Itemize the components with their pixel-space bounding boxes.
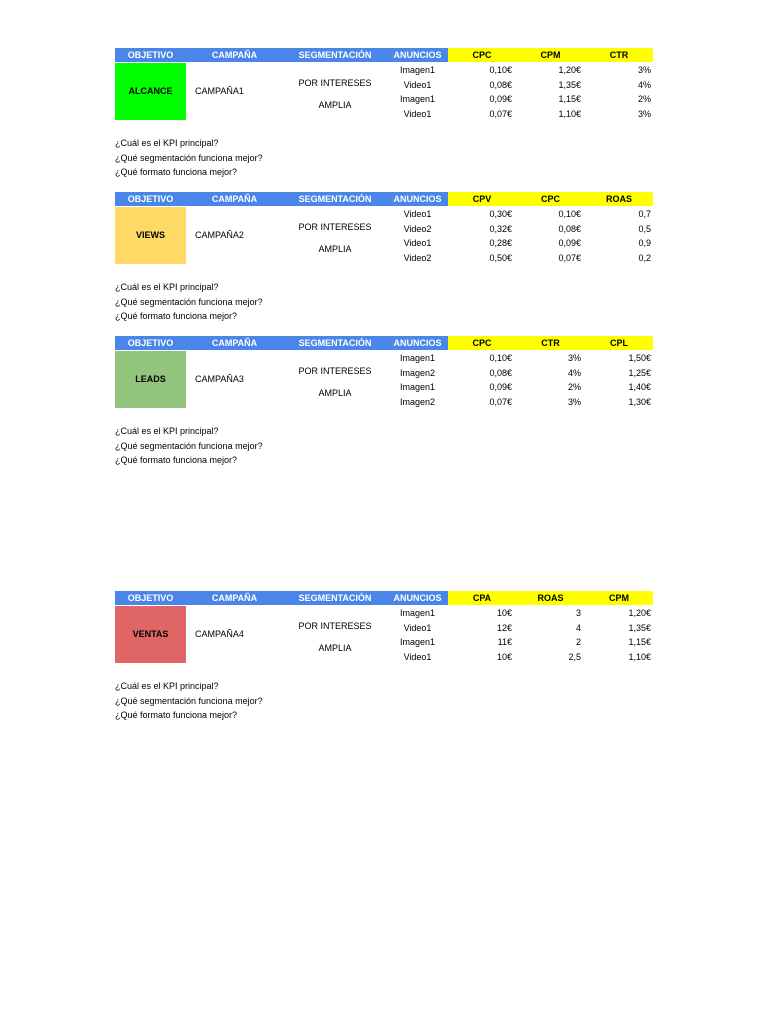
segmentation-intereses: POR INTERESES xyxy=(298,78,372,88)
table-header xyxy=(115,48,653,62)
header-objetivo: OBJETIVO xyxy=(115,591,186,605)
header-segmentacion: SEGMENTACIÓN xyxy=(283,192,387,206)
table-header xyxy=(115,192,653,206)
metric-value: 0,09€ xyxy=(558,238,581,248)
objective-cell: VIEWS xyxy=(115,207,186,264)
segmentation-amplia: AMPLIA xyxy=(318,388,352,398)
question: ¿Qué formato funciona mejor? xyxy=(115,710,238,720)
metric-value: 0,10€ xyxy=(489,65,512,75)
header-metric-1: CPV xyxy=(448,192,516,206)
objective-cell: VENTAS xyxy=(115,606,186,663)
table-row xyxy=(115,353,653,368)
question: ¿Qué segmentación funciona mejor? xyxy=(115,440,263,451)
table-row xyxy=(115,94,653,109)
metric-value: 0,09€ xyxy=(489,382,512,392)
metric-value: 2 xyxy=(575,637,581,647)
table-row xyxy=(115,109,653,124)
metric-value: 0,07€ xyxy=(489,396,512,407)
question: ¿Qué segmentación funciona mejor? xyxy=(115,296,263,307)
metric-value: 4% xyxy=(637,79,651,90)
ad-name: Imagen1 xyxy=(399,94,436,104)
ad-name: Video2 xyxy=(403,223,432,234)
header-anuncios: ANUNCIOS xyxy=(387,192,448,206)
metric-value: 0,2 xyxy=(638,252,651,263)
table-row xyxy=(115,209,653,224)
ad-name: Imagen2 xyxy=(399,396,436,407)
table-header xyxy=(115,591,653,605)
metric-value: 2% xyxy=(637,94,651,104)
ad-name: Video1 xyxy=(403,209,432,219)
metric-value: 0,9 xyxy=(638,238,651,248)
header-metric-2: CTR xyxy=(516,336,585,350)
header-segmentacion: SEGMENTACIÓN xyxy=(283,48,387,62)
header-objetivo: OBJETIVO xyxy=(115,192,186,206)
metric-value: 0,08€ xyxy=(489,367,512,378)
segmentation-amplia: AMPLIA xyxy=(318,244,352,254)
header-campana: CAMPAÑA xyxy=(186,591,283,605)
table-row xyxy=(115,65,653,80)
ad-name: Video1 xyxy=(403,79,432,90)
header-campana: CAMPAÑA xyxy=(186,336,283,350)
header-metric-3: CTR xyxy=(585,48,653,62)
table-row xyxy=(115,238,653,253)
header-campana: CAMPAÑA xyxy=(186,192,283,206)
metric-value: 10€ xyxy=(496,651,512,662)
question: ¿Qué segmentación funciona mejor? xyxy=(115,152,263,163)
metric-value: 0,08€ xyxy=(489,79,512,90)
ad-name: Imagen1 xyxy=(399,382,436,392)
table-row xyxy=(115,80,653,95)
campaign-name: CAMPAÑA2 xyxy=(195,230,244,240)
header-campana: CAMPAÑA xyxy=(186,48,283,62)
metric-value: 1,10€ xyxy=(558,108,581,119)
objective-cell: ALCANCE xyxy=(115,63,186,120)
segmentation-intereses: POR INTERESES xyxy=(298,222,372,232)
header-metric-1: CPA xyxy=(448,591,516,605)
table-row xyxy=(115,608,653,623)
segmentation-intereses: POR INTERESES xyxy=(298,366,372,376)
header-metric-2: CPC xyxy=(516,192,585,206)
metric-value: 12€ xyxy=(496,622,512,633)
header-metric-3: ROAS xyxy=(585,192,653,206)
metric-value: 0,07€ xyxy=(489,108,512,119)
question: ¿Qué formato funciona mejor? xyxy=(115,311,238,321)
header-metric-2: ROAS xyxy=(516,591,585,605)
ad-name: Video1 xyxy=(403,622,432,633)
header-anuncios: ANUNCIOS xyxy=(387,336,448,350)
table-header xyxy=(115,336,653,350)
metric-value: 0,10€ xyxy=(558,209,581,219)
metric-value: 2% xyxy=(567,382,581,392)
question: ¿Cuál es el KPI principal? xyxy=(115,426,219,436)
header-objetivo: OBJETIVO xyxy=(115,48,186,62)
ad-name: Imagen1 xyxy=(399,353,436,363)
table-row xyxy=(115,637,653,652)
header-segmentacion: SEGMENTACIÓN xyxy=(283,336,387,350)
header-anuncios: ANUNCIOS xyxy=(387,48,448,62)
metric-value: 3% xyxy=(637,65,651,75)
metric-value: 1,20€ xyxy=(628,608,651,618)
campaign-name: CAMPAÑA4 xyxy=(195,629,244,639)
metric-value: 1,50€ xyxy=(628,353,651,363)
ad-name: Imagen1 xyxy=(399,637,436,647)
metric-value: 0,07€ xyxy=(558,252,581,263)
metric-value: 11€ xyxy=(497,637,512,647)
campaign-name: CAMPAÑA3 xyxy=(195,374,244,384)
question: ¿Cuál es el KPI principal? xyxy=(115,138,219,148)
metric-value: 3% xyxy=(637,108,651,119)
question: ¿Qué formato funciona mejor? xyxy=(115,455,238,465)
table-row xyxy=(115,253,653,268)
metric-value: 1,35€ xyxy=(628,622,651,633)
metric-value: 1,20€ xyxy=(558,65,581,75)
ad-name: Video2 xyxy=(403,252,432,263)
table-row xyxy=(115,623,653,638)
metric-value: 1,15€ xyxy=(558,94,581,104)
metric-value: 0,09€ xyxy=(489,94,512,104)
segmentation-amplia: AMPLIA xyxy=(318,643,352,653)
ad-name: Imagen2 xyxy=(399,367,436,378)
table-row xyxy=(115,368,653,383)
metric-value: 1,30€ xyxy=(628,396,651,407)
header-metric-3: CPM xyxy=(585,591,653,605)
ad-name: Imagen1 xyxy=(399,608,436,618)
metric-value: 3% xyxy=(567,353,581,363)
metric-value: 1,10€ xyxy=(628,651,651,662)
question: ¿Cuál es el KPI principal? xyxy=(115,681,219,691)
metric-value: 3 xyxy=(575,608,581,618)
metric-value: 2,5 xyxy=(568,651,581,662)
metric-value: 0,08€ xyxy=(558,223,581,234)
question: ¿Qué formato funciona mejor? xyxy=(115,167,238,177)
metric-value: 0,5 xyxy=(638,223,651,234)
metric-value: 10€ xyxy=(496,608,512,618)
metric-value: 0,32€ xyxy=(489,223,512,234)
ad-name: Video1 xyxy=(403,108,432,119)
table-row xyxy=(115,382,653,397)
table-row xyxy=(115,397,653,412)
ad-name: Video1 xyxy=(403,651,432,662)
metric-value: 0,10€ xyxy=(489,353,512,363)
header-metric-1: CPC xyxy=(448,48,516,62)
metric-value: 1,15€ xyxy=(628,637,651,647)
metric-value: 0,7 xyxy=(638,209,651,219)
segmentation-intereses: POR INTERESES xyxy=(298,621,372,631)
header-metric-1: CPC xyxy=(448,336,516,350)
table-row xyxy=(115,224,653,239)
table-row xyxy=(115,652,653,667)
metric-value: 4 xyxy=(575,622,581,633)
segmentation-amplia: AMPLIA xyxy=(318,100,352,110)
header-metric-3: CPL xyxy=(585,336,653,350)
metric-value: 1,25€ xyxy=(628,367,651,378)
ad-name: Video1 xyxy=(403,238,432,248)
question: ¿Cuál es el KPI principal? xyxy=(115,282,219,292)
ad-name: Imagen1 xyxy=(399,65,436,75)
metric-value: 1,40€ xyxy=(628,382,651,392)
metric-value: 0,30€ xyxy=(489,209,512,219)
objective-cell: LEADS xyxy=(115,351,186,408)
campaign-name: CAMPAÑA1 xyxy=(195,86,244,96)
header-anuncios: ANUNCIOS xyxy=(387,591,448,605)
metric-value: 4% xyxy=(567,367,581,378)
header-objetivo: OBJETIVO xyxy=(115,336,186,350)
metric-value: 0,28€ xyxy=(489,238,512,248)
metric-value: 0,50€ xyxy=(489,252,512,263)
metric-value: 3% xyxy=(567,396,581,407)
header-metric-2: CPM xyxy=(516,48,585,62)
question: ¿Qué segmentación funciona mejor? xyxy=(115,695,263,706)
metric-value: 1,35€ xyxy=(558,79,581,90)
header-segmentacion: SEGMENTACIÓN xyxy=(283,591,387,605)
